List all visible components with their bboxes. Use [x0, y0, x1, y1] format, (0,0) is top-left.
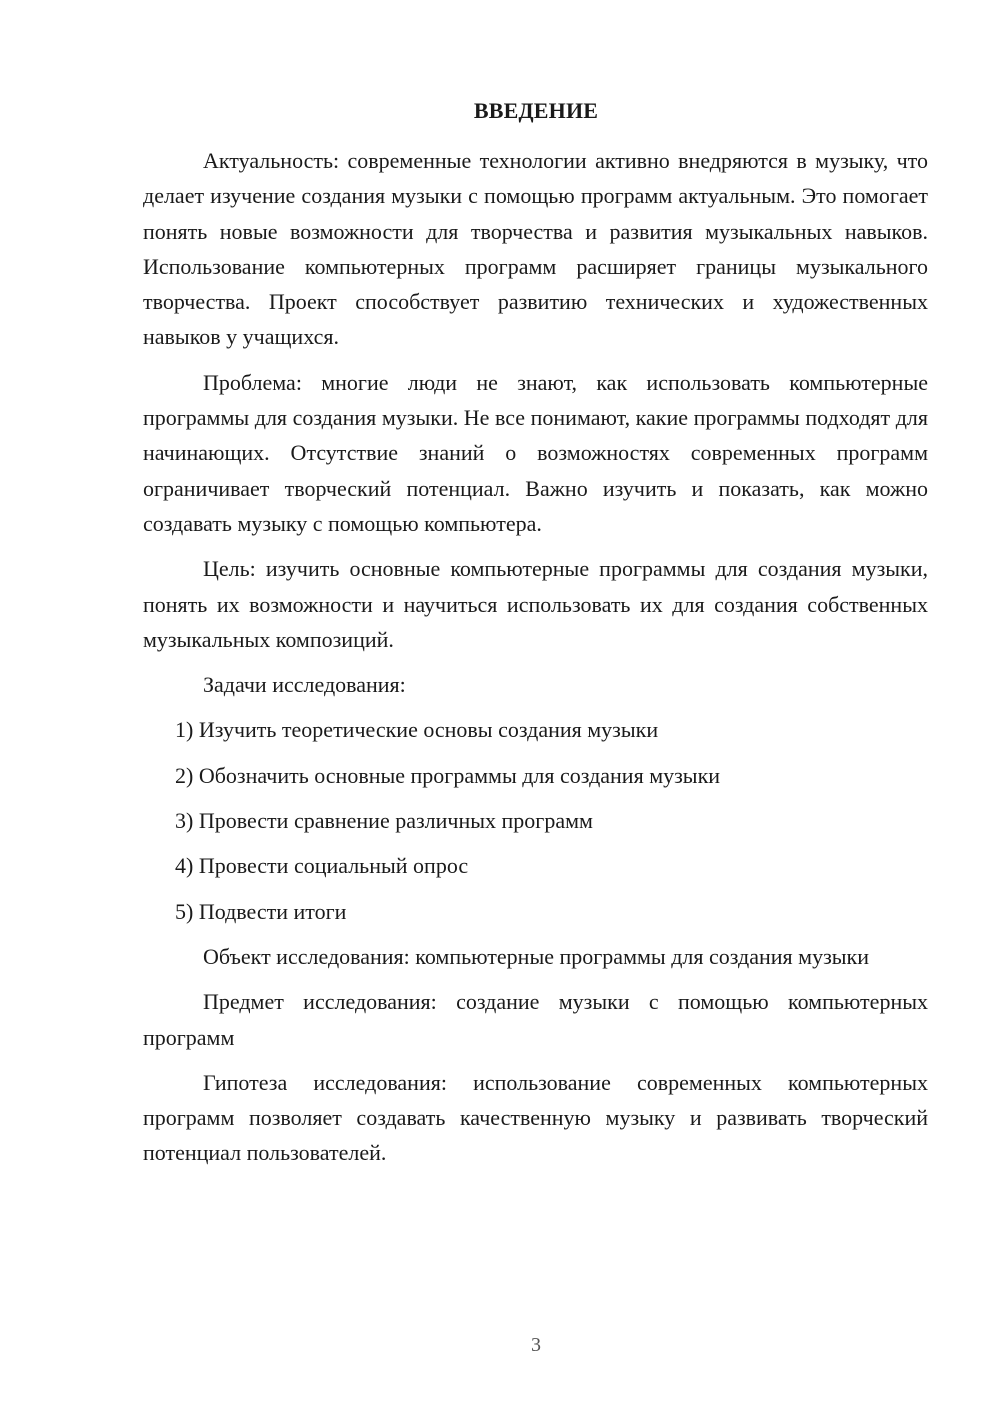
object-paragraph: Объект исследования: компьютерные программы для создания музыки [203, 943, 870, 969]
goal-paragraph: Цель: изучить основные компьютерные программы для создания музыки, понять их возможности и научиться использовать их для создания собственных музыкальных композиций. [143, 556, 928, 652]
tasks-heading: Задачи исследования: [203, 672, 406, 698]
page-number: 3 [531, 1334, 541, 1356]
list-item: 4) Провести социальный опрос [175, 853, 469, 879]
list-item: 1) Изучить теоретические основы создания музыки [175, 717, 659, 743]
tasks-list [143, 712, 928, 928]
list-item: 3) Провести сравнение различных программ [175, 808, 593, 834]
list-item: 5) Подвести итоги [175, 898, 347, 924]
document-body [143, 143, 928, 1181]
list-item: 2) Обозначить основные программы для создания музыки [175, 762, 721, 788]
page-title: ВВЕДЕНИЕ [473, 98, 599, 123]
hypothesis-paragraph: Гипотеза исследования: использование современных компьютерных программ позволяет создавать качественную музыку и развивать творческий потенциал пользователей. [143, 1069, 928, 1166]
problem-paragraph: Проблема: многие люди не знают, как использовать компьютерные программы для создания музыки. Не все понимают, какие программы подходят для начинающих. Отсутствие знаний о возможностях современных программ ограничивает творческий потенциал. Важно изучить и показать, как можно создавать музыку с помощью компьютера. [143, 369, 928, 536]
relevance-paragraph: Актуальность: современные технологии активно внедряются в музыку, что делает изучение создания музыки с помощью программ актуальным. Это помогает понять новые возможности для творчества и развития музыкальных навыков. Использование компьютерных программ расширяет границы музыкального творчества. Проект способствует развитию технических и художественных навыков у учащихся. [143, 148, 928, 350]
subject-paragraph: Предмет исследования: создание музыки с помощью компьютерных программ [143, 989, 928, 1050]
